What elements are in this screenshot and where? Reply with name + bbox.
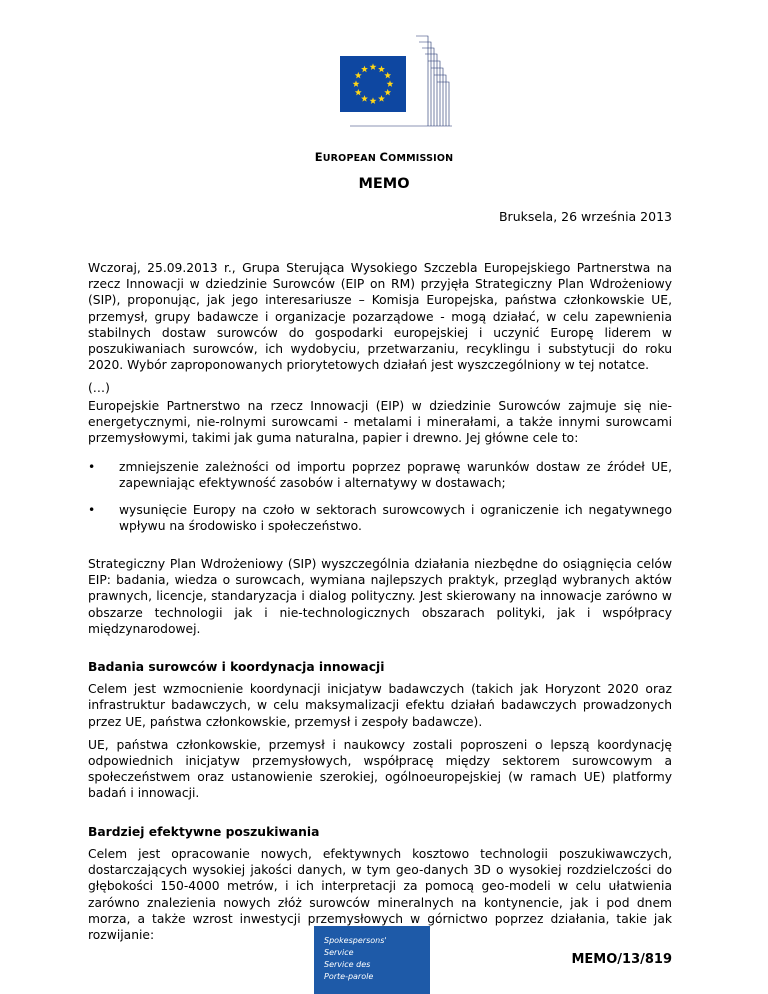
section-heading-research: Badania surowców i koordynacja innowacji: [88, 660, 385, 675]
exploration-paragraph: Celem jest opracowanie nowych, efektywnych kosztowo technologii poszukiwawczych, dostarczających wysokiej jakości danych, w tym geo-danych 3D o wysokiej rozdzielczości do głębokości 150-4000 metrów, i ich interpretacji za pomocą geo-modeli w celu ułatwienia zarówno znalezienia nowych złóż surowców mineralnych na kontynencie, jak i pod dnem morza, a także wzrost inwestycji przemysłowych w górnictwo poprzez działania, takie jak rozwijanie:: [88, 846, 672, 942]
goal-item: [88, 502, 672, 534]
research-paragraph: Celem jest wzmocnienie koordynacji inicjatyw badawczych (takich jak Horyzont 2020 oraz infrastruktur badawczych, w celu maksymalizacji efektu działań badawczych prowadzonych przez UE, państwa członkowskie, przemysł i zespoły badawcze).: [88, 682, 672, 729]
research-paragraph: UE, państwa członkowskie, przemysł i naukowcy zostali poproszeni o lepszą koordynację odpowiednich inicjatyw przemysłowych, współpracę między sektorem surowcowym a społeczeństwem oraz ustanowienie szerokiej, ogólnoeuropejskiej (w ramach UE) platformy badań i innowacji.: [88, 737, 672, 801]
section-heading-exploration: Bardziej efektywne poszukiwania: [88, 824, 320, 839]
memo-number: MEMO/13/819: [571, 952, 672, 967]
goal-text: zmniejszenie zależności od importu poprzez poprawę warunków dostaw ze źródeł UE, zapewniając efektywność zasobów i alternatywy w dostawach;: [119, 460, 672, 491]
european-commission-logo: [328, 28, 452, 128]
document-body: [88, 260, 672, 950]
goals-list: [88, 459, 672, 534]
goal-text: wysunięcie Europy na czoło w sektorach surowcowych i ograniczenie ich negatywnego wpływu na środowisko i społeczeństwo.: [119, 502, 672, 533]
bullet-icon: •: [88, 460, 96, 475]
service-line: Service des: [324, 960, 371, 969]
organization-label-text: EUROPEAN COMMISSION: [314, 150, 454, 164]
memo-title: MEMO: [358, 176, 410, 192]
ellipsis-marker: (…): [88, 381, 110, 396]
organization-label: [0, 150, 768, 164]
intro-paragraph: Wczoraj, 25.09.2013 r., Grupa Sterująca Wysokiego Szczebla Europejskiego Partnerstwa na rzecz Innowacji w dziedzinie Surowców (EIP on RM) przyjęła Strategiczny Plan Wdrożeniowy (SIP), proponując, jak jego interesariusze – Komisja Europejska, państwa członkowskie UE, przemysł, grupy badawcze i organizacje pozarządowe - mogą działać, w celu zapewnienia stabilnych dostaw surowców do gospodarki europejskiej i uczynić Europę liderem w poszukiwaniach surowców, ich wydobyciu, przetwarzaniu, recyklingu i substytucji do roku 2020. Wybór zaproponowanych priorytetowych działań jest wyszczególniony w tej notatce.: [88, 261, 672, 373]
goal-item: [88, 459, 672, 491]
spokespersons-service-logo: [314, 926, 430, 994]
service-line: Porte-parole: [324, 972, 374, 981]
service-line: Spokespersons': [324, 936, 387, 945]
sip-paragraph: Strategiczny Plan Wdrożeniowy (SIP) wyszczególnia działania niezbędne do osiągnięcia celów EIP: badania, wiedza o surowcach, wymiana najlepszych praktyk, przegląd wybranych aktów prawnych, licencje, standaryzacja i dialog polityczny. Jest skierowany na innowacje zarówno w obszarze technologii jak i nie-technologicznych obszarach polityki, jak i współpracy międzynarodowej.: [88, 557, 672, 636]
memo-date: Bruksela, 26 września 2013: [498, 209, 672, 224]
bullet-icon: •: [88, 502, 96, 517]
service-line: Service: [324, 948, 354, 957]
eip-description: Europejskie Partnerstwo na rzecz Innowacji (EIP) w dziedzinie Surowców zajmuje się nie-energetycznymi, nie-rolnymi surowcami - metalami i minerałami, a także innymi surowcami przemysłowymi, takimi jak guma naturalna, papier i drewno. Jej główne cele to:: [88, 398, 672, 446]
